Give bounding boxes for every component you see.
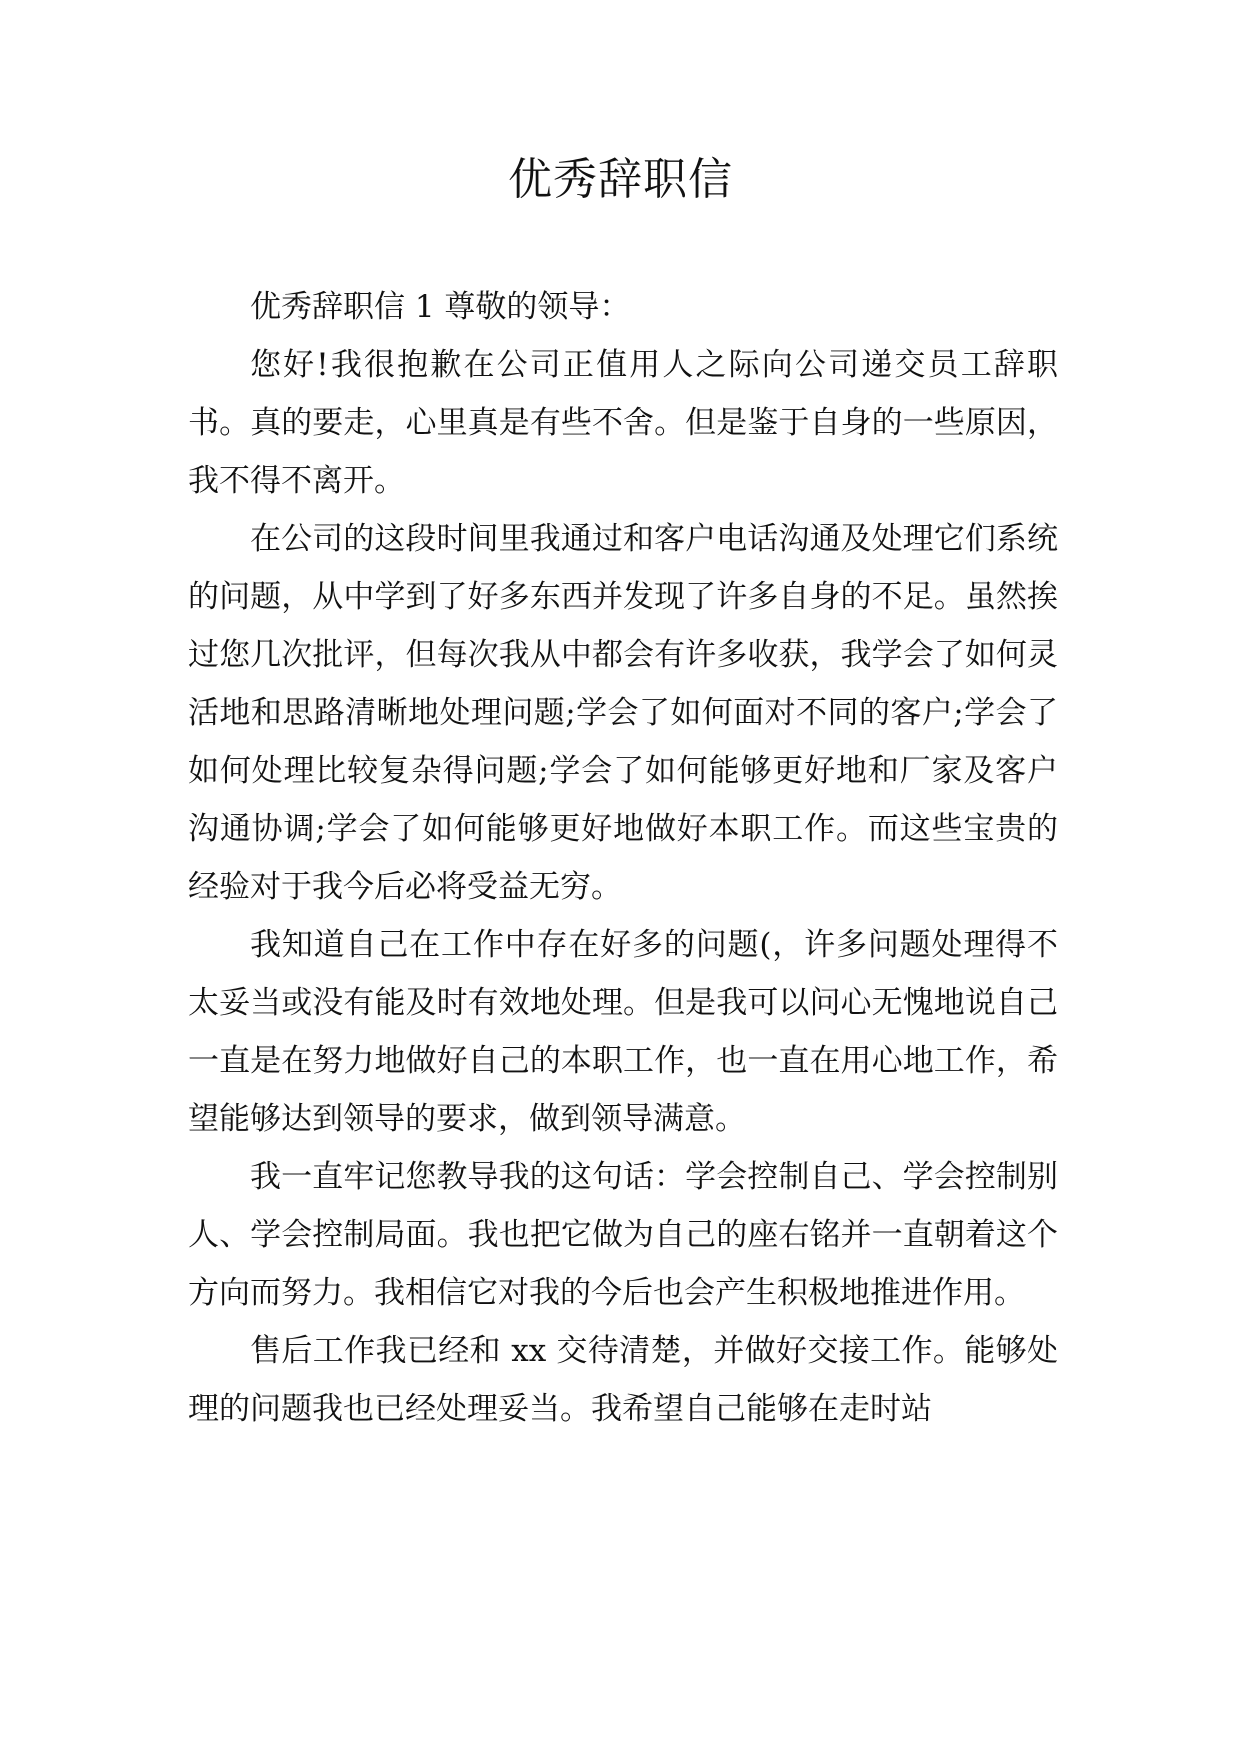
paragraph-3: 我知道自己在工作中存在好多的问题(，许多问题处理得不太妥当或没有能及时有效地处理。但是我可以问心无愧地说自己一直是在努力地做好自己的本职工作，也一直在用心地工作，希望能够达到领导的要求，做到领导满意。 [188,927,1058,1137]
paragraph-4: 我一直牢记您教导我的这句话：学会控制自己、学会控制别人、学会控制局面。我也把它做为自己的座右铭并一直朝着这个方向而努力。我相信它对我的今后也会产生积极地推进作用。 [188,1159,1058,1311]
paragraph-2: 在公司的这段时间里我通过和客户电话沟通及处理它们系统的问题，从中学到了好多东西并发现了许多自身的不足。虽然挨过您几次批评，但每次我从中都会有许多收获，我学会了如何灵活地和思路清晰地处理问题;学会了如何面对不同的客户;学会了如何处理比较复杂得问题;学会了如何能够更好地和厂家及客户沟通协调;学会了如何能够更好地做好本职工作。而这些宝贵的经验对于我今后必将受益无穷。 [188,521,1058,905]
paragraph-5: 售后工作我已经和 xx 交待清楚，并做好交接工作。能够处理的问题我也已经处理妥当。我希望自己能够在走时站 [188,1333,1058,1427]
paragraph-1: 您好!我很抱歉在公司正值用人之际向公司递交员工辞职书。真的要走，心里真是有些不舍。但是鉴于自身的一些原因，我不得不离开。 [188,347,1058,499]
paragraph-salutation: 优秀辞职信 1 尊敬的领导： [250,289,631,325]
document-title: 优秀辞职信 [508,154,733,205]
document-body [188,278,1058,1438]
